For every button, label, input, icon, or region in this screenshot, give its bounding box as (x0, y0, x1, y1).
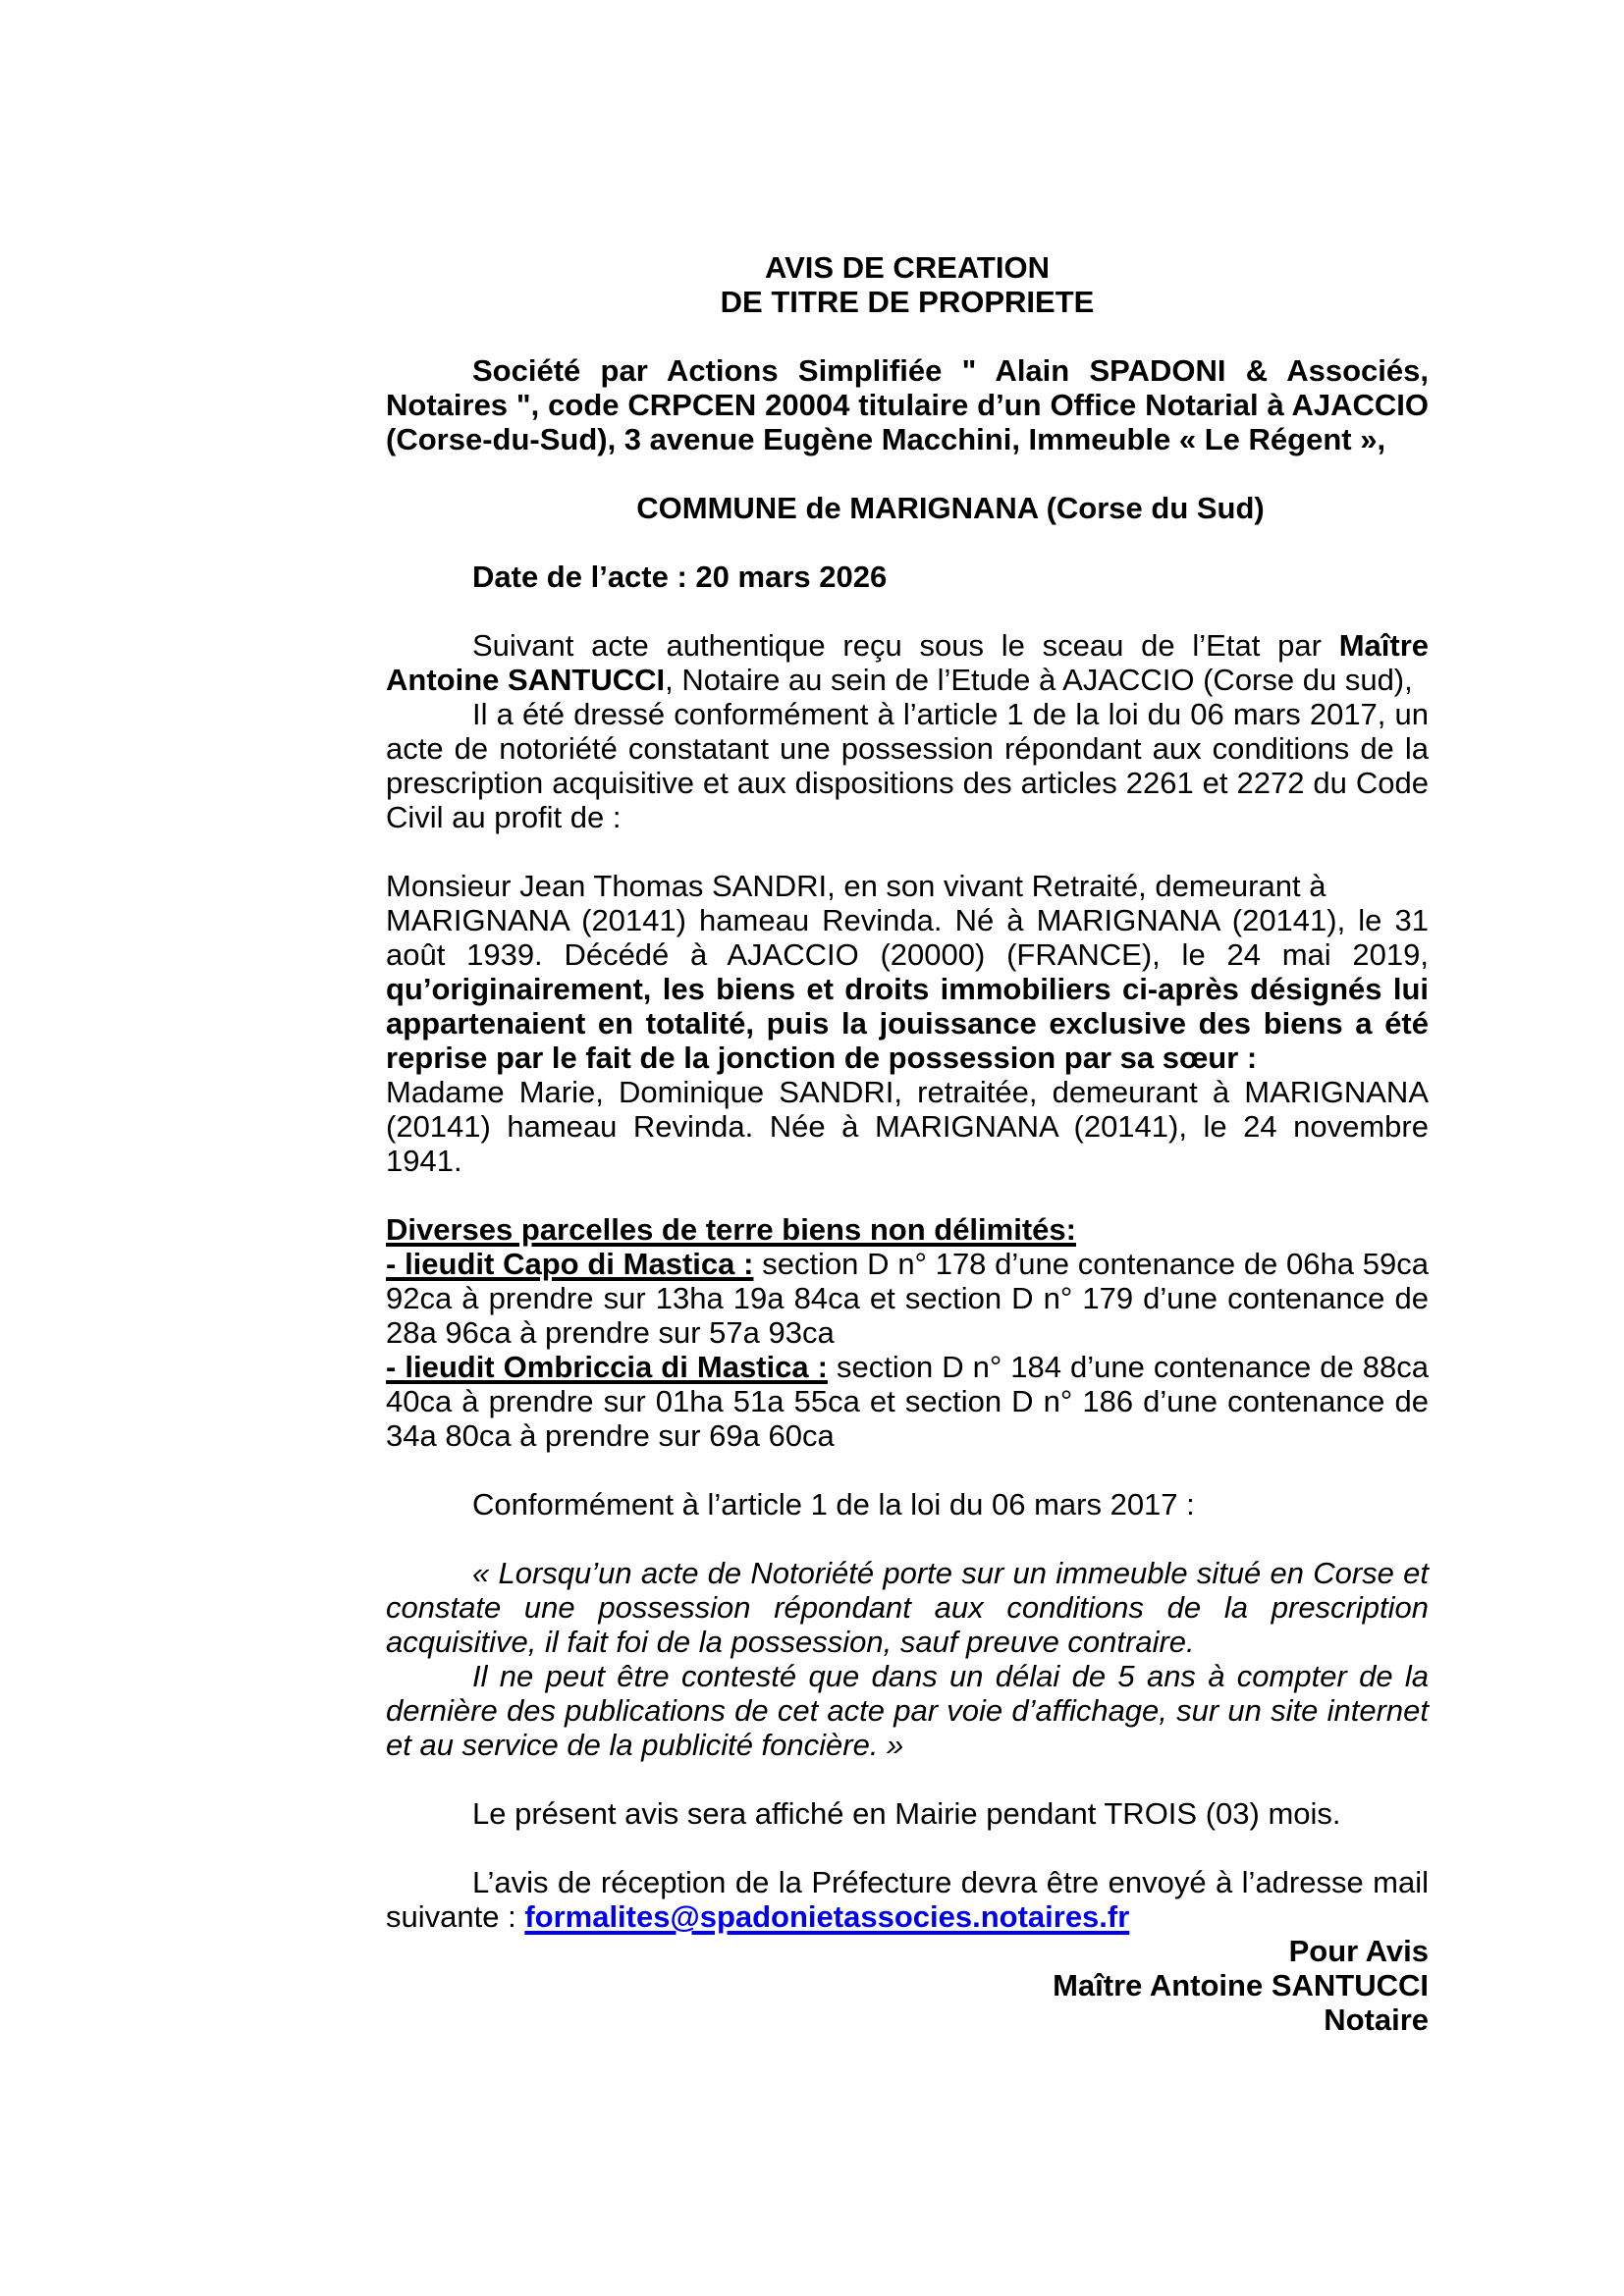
blank-line (386, 525, 1429, 560)
reception-para-line-2-seg-1: suivante : (386, 1899, 525, 1934)
madame-para-line-1 (386, 1075, 1429, 1109)
blank-line (386, 319, 1429, 353)
commune-line-seg-1: COMMUNE de MARIGNANA (Corse du Sud) (636, 491, 1265, 525)
parcelle-ombriccia-line-2-seg-1: 40ca à prendre sur 01ha 51a 55ca et section D n° 186 d’une contenance de (386, 1384, 1429, 1418)
dresse-para-line-4 (386, 800, 1429, 834)
reception-para-line-2 (386, 1899, 1429, 1934)
quote-line-4-seg-1: Il ne peut être contesté que dans un délai de 5 ans à compter de la (472, 1659, 1429, 1693)
monsieur-para-line-4-seg-1: qu’originairement, les biens et droits immobiliers ci-après désignés lui (386, 972, 1429, 1006)
madame-para-line-3-seg-1: 1941. (386, 1144, 462, 1178)
blank-line (386, 1522, 1429, 1556)
monsieur-para-line-3 (386, 937, 1429, 972)
parcelle-capo-line-1 (386, 1247, 1429, 1281)
blank-line (386, 834, 1429, 869)
title-line-1 (386, 250, 1429, 285)
madame-para-line-1-seg-1: Madame Marie, Dominique SANDRI, retraitée, demeurant à MARIGNANA (386, 1075, 1429, 1109)
dresse-para-line-3-seg-1: prescription acquisitive et aux dispositions des articles 2261 et 2272 du Code (386, 766, 1429, 800)
monsieur-para-line-6 (386, 1041, 1429, 1075)
monsieur-para-line-4 (386, 972, 1429, 1006)
suivant-para-line-2 (386, 663, 1429, 697)
parcelles-heading-line-seg-1: Diverses parcelles de terre biens non délimités: (386, 1212, 1076, 1247)
monsieur-para-line-5 (386, 1006, 1429, 1041)
parcelle-capo-line-3-seg-1: 28a 96ca à prendre sur 57a 93ca (386, 1315, 835, 1350)
quote-line-1 (386, 1556, 1429, 1590)
society-para-line-2 (386, 388, 1429, 422)
monsieur-para-line-1-seg-1: Monsieur Jean Thomas SANDRI, en son vivant Retraité, demeurant à (386, 869, 1326, 903)
suivant-para-line-2-seg-2: , Notaire au sein de l’Etude à AJACCIO (Corse du sud), (665, 663, 1413, 697)
dresse-para-line-1-seg-1: Il a été dressé conformément à l’article 1 de la loi du 06 mars 2017, un (472, 697, 1429, 731)
title-line-2-seg-1: DE TITRE DE PROPRIETE (720, 285, 1095, 319)
affichage-line (386, 1796, 1429, 1831)
madame-para-line-2 (386, 1109, 1429, 1144)
signature-line-3-seg-1: Notaire (1324, 2002, 1429, 2037)
suivant-para-line-1 (386, 628, 1429, 663)
parcelle-ombriccia-line-2 (386, 1384, 1429, 1418)
dresse-para-line-3 (386, 766, 1429, 800)
monsieur-para-line-3-seg-1: août 1939. Décédé à AJACCIO (20000) (FRANCE), le 24 mai 2019, (386, 937, 1429, 972)
signature-line-1-seg-1: Pour Avis (1288, 1934, 1429, 1968)
conformement-line (386, 1487, 1429, 1522)
society-para-line-3 (386, 422, 1429, 456)
blank-line (386, 456, 1429, 491)
blank-line (386, 594, 1429, 628)
society-para-line-1-seg-1: Société par Actions Simplifiée " Alain SPADONI & Associés, (472, 353, 1429, 388)
dresse-para-line-2-seg-1: acte de notoriété constatant une possession répondant aux conditions de la (386, 731, 1429, 766)
parcelle-ombriccia-line-3 (386, 1418, 1429, 1453)
monsieur-para-line-2 (386, 903, 1429, 937)
blank-line (386, 1453, 1429, 1487)
parcelle-ombriccia-line-1 (386, 1350, 1429, 1384)
parcelle-capo-line-1-seg-2: section D n° 178 d’une contenance de 06ha 59ca (753, 1247, 1429, 1281)
monsieur-para-line-1 (386, 869, 1429, 903)
blank-line (386, 1762, 1429, 1796)
blank-line (386, 1831, 1429, 1865)
parcelle-capo-line-1-seg-1: - lieudit Capo di Mastica : (386, 1247, 754, 1281)
madame-para-line-3 (386, 1144, 1429, 1178)
signature-line-2-seg-1: Maître Antoine SANTUCCI (1053, 1968, 1429, 2002)
acte-date-line-seg-1: Date de l’acte : 20 mars 2026 (472, 560, 888, 594)
monsieur-para-line-5-seg-1: appartenaient en totalité, puis la jouissance exclusive des biens a été (386, 1006, 1429, 1041)
quote-line-4 (386, 1659, 1429, 1693)
quote-line-3 (386, 1625, 1429, 1659)
dresse-para-line-4-seg-1: Civil au profit de : (386, 800, 622, 834)
suivant-para-line-1-seg-1: Suivant acte authentique reçu sous le sceau de l’Etat par (472, 628, 1339, 663)
acte-date-line (386, 560, 1429, 594)
monsieur-para-line-6-seg-1: reprise par le fait de la jonction de possession par sa sœur : (386, 1041, 1258, 1075)
document-body (386, 250, 1429, 2037)
quote-line-1-seg-1: « Lorsqu’un acte de Notoriété porte sur un immeuble situé en Corse et (472, 1556, 1429, 1590)
parcelle-ombriccia-line-1-seg-1: - lieudit Ombriccia di Mastica : (386, 1350, 828, 1384)
parcelle-capo-line-2-seg-1: 92ca à prendre sur 13ha 19a 84ca et section D n° 179 d’une contenance de (386, 1281, 1429, 1315)
madame-para-line-2-seg-1: (20141) hameau Revinda. Née à MARIGNANA (20141), le 24 novembre (386, 1109, 1429, 1144)
quote-line-6-seg-1: et au service de la publicité foncière. » (386, 1728, 904, 1762)
monsieur-para-line-2-seg-1: MARIGNANA (20141) hameau Revinda. Né à MARIGNANA (20141), le 31 (386, 903, 1429, 937)
quote-line-2 (386, 1590, 1429, 1625)
parcelle-capo-line-3 (386, 1315, 1429, 1350)
parcelle-ombriccia-line-3-seg-1: 34a 80ca à prendre sur 69a 60ca (386, 1418, 835, 1453)
parcelle-ombriccia-line-1-seg-2: section D n° 184 d’une contenance de 88ca (827, 1350, 1429, 1384)
signature-line-3 (386, 2002, 1429, 2037)
parcelle-capo-line-2 (386, 1281, 1429, 1315)
dresse-para-line-1 (386, 697, 1429, 731)
email-link[interactable]: formalites@spadonietassocies.notaires.fr (524, 1899, 1130, 1934)
title-line-2 (386, 285, 1429, 319)
signature-line-2 (386, 1968, 1429, 2002)
quote-line-5-seg-1: dernière des publications de cet acte par voie d’affichage, sur un site internet (386, 1693, 1429, 1728)
society-para-line-2-seg-1: Notaires ", code CRPCEN 20004 titulaire d’un Office Notarial à AJACCIO (386, 388, 1429, 422)
society-para-line-1 (386, 353, 1429, 388)
title-line-1-seg-1: AVIS DE CREATION (765, 250, 1050, 285)
parcelles-heading-line (386, 1212, 1429, 1247)
signature-line-1 (386, 1934, 1429, 1968)
commune-line (386, 491, 1429, 525)
conformement-line-seg-1: Conformément à l’article 1 de la loi du 06 mars 2017 : (472, 1487, 1195, 1522)
quote-line-5 (386, 1693, 1429, 1728)
suivant-para-line-2-seg-1: Antoine SANTUCCI (386, 663, 666, 697)
quote-line-6 (386, 1728, 1429, 1762)
suivant-para-line-1-seg-2: Maître (1338, 628, 1429, 663)
reception-para-line-1 (386, 1865, 1429, 1899)
dresse-para-line-2 (386, 731, 1429, 766)
reception-para-line-1-seg-1: L’avis de réception de la Préfecture devra être envoyé à l’adresse mail (472, 1865, 1429, 1899)
society-para-line-3-seg-1: (Corse-du-Sud), 3 avenue Eugène Macchini, Immeuble « Le Régent », (386, 422, 1386, 456)
quote-line-2-seg-1: constate une possession répondant aux conditions de la prescription (386, 1590, 1429, 1625)
quote-line-3-seg-1: acquisitive, il fait foi de la possession, sauf preuve contraire. (386, 1625, 1195, 1659)
blank-line (386, 1178, 1429, 1212)
affichage-line-seg-1: Le présent avis sera affiché en Mairie pendant TROIS (03) mois. (472, 1796, 1341, 1831)
